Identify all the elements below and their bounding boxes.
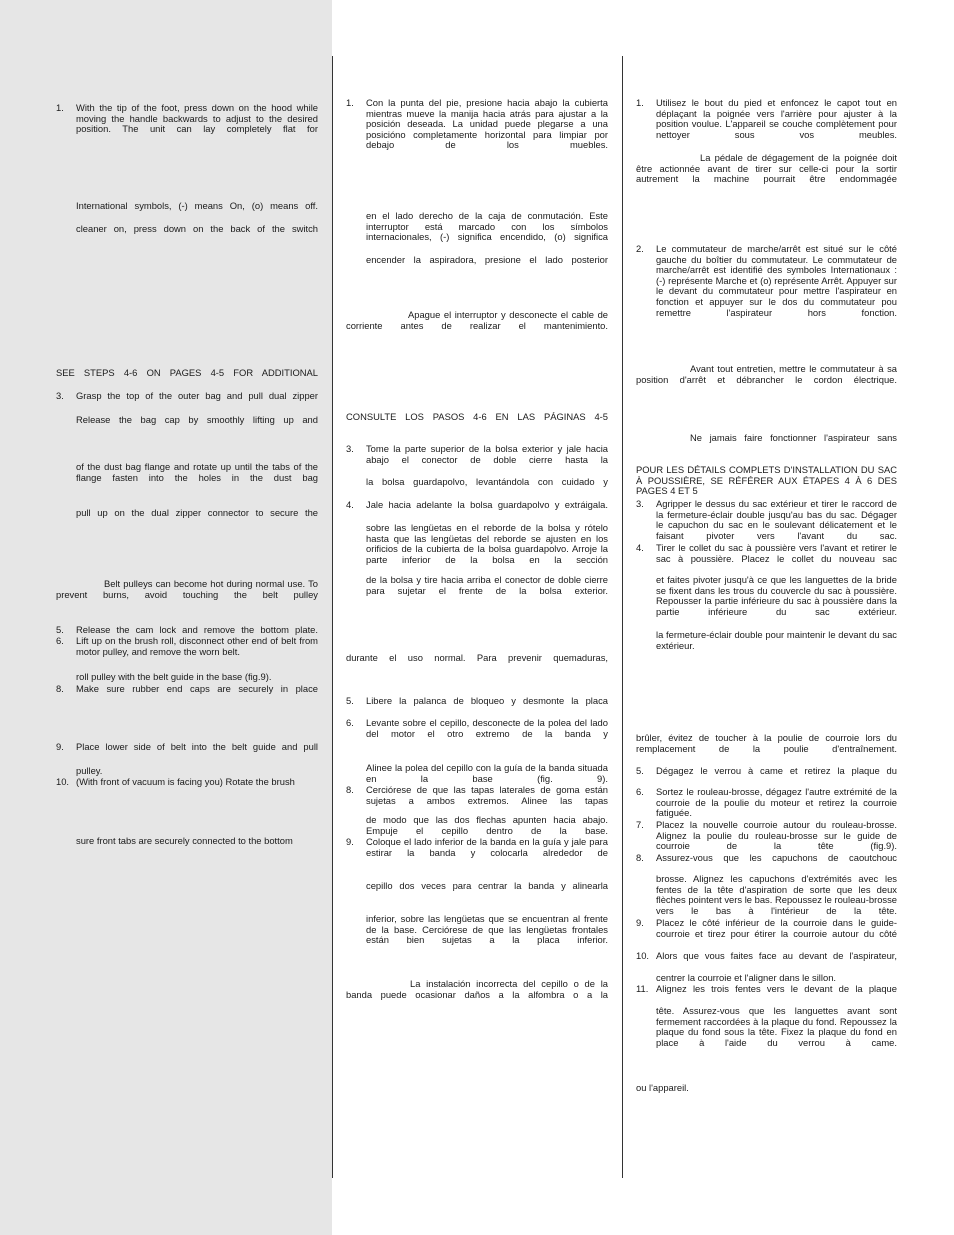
fr-maintenance-warning: Avant tout entretien, mettre le commutateur à sa position d'arrêt et débrancher le cordon électrique. <box>636 363 897 385</box>
step-number: 8. <box>636 852 644 863</box>
es-flange-text: sobre las lengüetas en el reborde de la bolsa y rótelo hasta que las lengüetas del reborde se ajusten en los orificios de la cubierta de la bolsa guardapolvo. Arroje la parte inferior de la bolsa en la sección <box>366 522 608 565</box>
es-step-4-text: Jale hacia adelante la bolsa guardapolvo y extráigala. <box>366 499 608 510</box>
step-number: 9. <box>636 917 644 928</box>
es-carpet-damage-warning: La instalación incorrecta del cepillo o de la banda puede ocasionar daños a la alfombra o a la <box>346 978 608 1000</box>
step-number: 4. <box>636 542 644 553</box>
es-bag-lift-text: la bolsa guardapolvo, levantándola con cuidado y <box>366 476 608 487</box>
column-divider-right <box>622 56 623 1178</box>
fr-burn-warning-text: brûler, évitez de toucher à la poulie de courroie lors du remplacement de la poulie d'entraînement. <box>636 732 897 754</box>
en-switch-symbols-text: International symbols, (-) means On, (o) means off. <box>76 200 318 211</box>
fr-step-8-text: Assurez-vous que les capuchons de caoutchouc <box>656 852 897 863</box>
step-number: 3. <box>636 498 644 509</box>
en-step-9-text: Place lower side of belt into the belt guide and pull <box>76 741 318 752</box>
fr-pedal-warning: La pédale de dégagement de la poignée doit être actionnée avant de tirer sur celle-ci pour la sortir autrement la machine pourrait être endommagée <box>636 152 897 185</box>
en-belt-pulley-warning: Belt pulleys can become hot during normal use. To prevent burns, avoid touching the belt pulley <box>56 578 318 600</box>
es-maintenance-warning: Apague el interruptor y desconecte el cable de corriente antes de realizar el mantenimiento. <box>346 309 608 331</box>
step-number: 9. <box>346 836 354 847</box>
fr-bottom-plate-text: tête. Assurez-vous que les languettes avant sont fermement raccordées à la plaque du fond. Repoussez la plaque du fond sous la tête. Fixez la plaque du fond en place à l'aide du verrou à came. <box>656 1005 897 1048</box>
en-step-1-text: With the tip of the foot, press down on the hood while moving the handle backwards to adjust to the desired position. The unit can lay completely flat for <box>76 102 318 135</box>
es-arrows-text: de modo que las dos flechas apunten hacia abajo. Empuje el cepillo dentro de la base. <box>366 814 608 836</box>
es-step-1-text: Con la punta del pie, presione hacia abajo la cubierta mientras mueve la manija hacia atrás para ajustar a la posición deseada. La unidad puede plegarse a una posicióno completamente horizontal para limpiar por debajo de los muebles. <box>366 97 608 151</box>
en-bag-cap-text: Release the bag cap by smoothly lifting up and <box>76 414 318 425</box>
step-number: 8. <box>346 784 354 795</box>
step-number: 5. <box>636 765 644 776</box>
es-step-9-text: Coloque el lado inferior de la banda en la guía y jale para estirar la banda y colocarla alrededor de <box>366 836 608 858</box>
fr-step-4-text: Tirer le collet du sac à poussière vers l'avant et retirer le sac à poussière. Placez le collet du nouveau sac <box>656 542 897 564</box>
es-step-3-text: Tome la parte superior de la bolsa exterior y jale hacia abajo el conector de doble cierre hasta la <box>366 443 608 465</box>
step-number: 5. <box>346 695 354 706</box>
en-step-5-text: Release the cam lock and remove the bottom plate. <box>76 624 318 635</box>
english-column-shading <box>0 0 332 1235</box>
fr-step-7-text: Placez la nouvelle courroie autour du rouleau-brosse. Alignez la poulie du rouleau-brosse sur le guide de courroie de la tête (fig.9). <box>656 819 897 852</box>
column-divider-left <box>332 56 333 1178</box>
fr-never-run-warning: Ne jamais faire fonctionner l'aspirateur sans <box>690 432 897 443</box>
es-step-5-text: Libere la palanca de bloqueo y desmonte la placa <box>366 695 608 706</box>
step-number: 6. <box>346 717 354 728</box>
en-pulley-text: pulley. <box>76 765 103 776</box>
es-switch-on-text: encender la aspiradora, presione el lado posterior <box>366 254 608 265</box>
step-number: 5. <box>56 624 64 635</box>
step-number: 1. <box>56 102 64 113</box>
fr-details-heading: POUR LES DÉTAILS COMPLETS D'INSTALLATION DU SAC À POUSSIÈRE, SE RÉFÉRER AUX ÉTAPES 4 À 6 DES PAGES 4 ET 5 <box>636 464 897 497</box>
en-step-7-text: roll pulley with the belt guide in the base (fig.9). <box>76 671 272 682</box>
es-burn-warning-text: durante el uso normal. Para prevenir quemaduras, <box>346 652 608 663</box>
en-switch-on-text: cleaner on, press down on the back of the switch <box>76 223 318 234</box>
es-zipper-text: de la bolsa y tire hacia arriba el conector de doble cierre para sujetar el frente de la bolsa exterior. <box>366 574 608 596</box>
fr-step-2-text: Le commutateur de marche/arrêt est situé sur le côté gauche du boîtier du commutateur. Le commutateur de marche/arrêt est identifié des symboles Internationaux : (-) représente Marche et (o) représente Arrêt. Appuyer sur le devant du commutateur pour mettre l'aspirateur en fonction et appuyer sur le dos du commutateur pou remettre l'aspirateur hors fonction. <box>656 243 897 318</box>
step-number: 6. <box>636 786 644 797</box>
es-step-8-text: Cerciórese de que las tapas laterales de goma están sujetas a ambos extremos. Alinee las tapas <box>366 784 608 806</box>
es-center-belt-text: cepillo dos veces para centrar la banda y alinearla <box>366 880 608 891</box>
fr-step-1-text: Utilisez le bout du pied et enfoncez le capot tout en déplaçant la poignée vers l'arrière pour ajuster à la position voulue. L'appareil se couche complètement pour nettoyer sous vos meubles. <box>656 97 897 140</box>
step-number: 8. <box>56 683 64 694</box>
en-front-tabs-text: sure front tabs are securely connected to the bottom <box>76 835 293 846</box>
step-number: 3. <box>346 443 354 454</box>
step-number: 10. <box>636 950 650 961</box>
fr-step-6-text: Sortez le rouleau-brosse, dégagez l'autre extrémité de la courroie de la poulie du moteur et retirez la courroie fatiguée. <box>656 786 897 819</box>
fr-center-belt-text: centrer la courroie et l'aligner dans le sillon. <box>656 972 837 983</box>
step-number: 2. <box>636 243 644 254</box>
en-see-steps-heading: SEE STEPS 4-6 ON PAGES 4-5 FOR ADDITIONAL <box>56 367 318 378</box>
step-number: 3. <box>56 390 64 401</box>
es-see-steps-heading: CONSULTE LOS PASOS 4-6 EN LAS PÁGINAS 4-5 <box>346 411 608 422</box>
es-switch-text: en el lado derecho de la caja de conmutación. Este interruptor está marcado con los símbolos internacionales, (-) significa encendido, (o) significa <box>366 210 608 243</box>
es-front-tabs-text: inferior, sobre las lengüetas que se encuentran al frente de la base. Cerciórese de que las lengüetas frontales están bien sujetas a la placa inferior. <box>366 913 608 946</box>
fr-zipper-text: la fermeture-éclair double pour maintenir le devant du sac extérieur. <box>656 629 897 651</box>
fr-step-10-text: Alors que vous faites face au devant de l'aspirateur, <box>656 950 897 961</box>
en-step-10-text: (With front of vacuum is facing you) Rotate the brush <box>76 776 295 787</box>
es-step-7-text: Alinee la polea del cepillo con la guía de la banda situada en la base (fig. 9). <box>366 762 608 784</box>
en-step-3-text: Grasp the top of the outer bag and pull dual zipper <box>76 390 318 401</box>
step-number: 1. <box>346 97 354 108</box>
step-number: 6. <box>56 635 64 646</box>
fr-flange-text: et faites pivoter jusqu'à ce que les languettes de la bride se fixent dans les trous du couvercle du sac à poussière. Repousser la partie inférieure du sac à poussière dans la partie inférieure du sac extérieur. <box>656 574 897 617</box>
step-number: 9. <box>56 741 64 752</box>
en-step-8-text: Make sure rubber end caps are securely in place <box>76 683 318 694</box>
en-zipper-secure-text: pull up on the dual zipper connector to secure the <box>76 507 318 518</box>
step-number: 10. <box>56 776 70 787</box>
fr-step-9-text: Placez le côté inférieur de la courroie dans le guide-courroie et tirez pour étirer la courroie autour du côté <box>656 917 897 939</box>
en-dust-bag-flange-text: of the dust bag flange and rotate up until the tabs of the flange fasten into the holes in the dust bag <box>76 461 318 483</box>
step-number: 11. <box>636 983 649 994</box>
fr-appliance-text: ou l'appareil. <box>636 1082 689 1093</box>
step-number: 4. <box>346 499 354 510</box>
fr-step-5-text: Dégagez le verrou à came et retirez la plaque du <box>656 765 897 776</box>
fr-end-caps-text: brosse. Alignez les capuchons d'extrémités avec les fentes de la tête d'aspiration de sorte que les deux flèches pointent vers le bas. Repoussez le rouleau-brosse vers le bas à l'intérieur de la tête. <box>656 873 897 916</box>
step-number: 7. <box>636 819 644 830</box>
step-number: 1. <box>636 97 644 108</box>
fr-step-3-text: Agripper le dessus du sac extérieur et tirer le raccord de la fermeture-éclair double jusqu'au bas du sac. Dégager le capuchon du sac en le soulevant délicatement et le faisant pivoter vers l'avant du sac. <box>656 498 897 541</box>
en-step-6-text: Lift up on the brush roll, disconnect other end of belt from motor pulley, and remove the worn belt. <box>76 635 318 657</box>
fr-step-11-text: Alignez les trois fentes vers le devant de la plaque <box>656 983 897 994</box>
es-step-6-text: Levante sobre el cepillo, desconecte de la polea del lado del motor el otro extremo de la banda y <box>366 717 608 739</box>
